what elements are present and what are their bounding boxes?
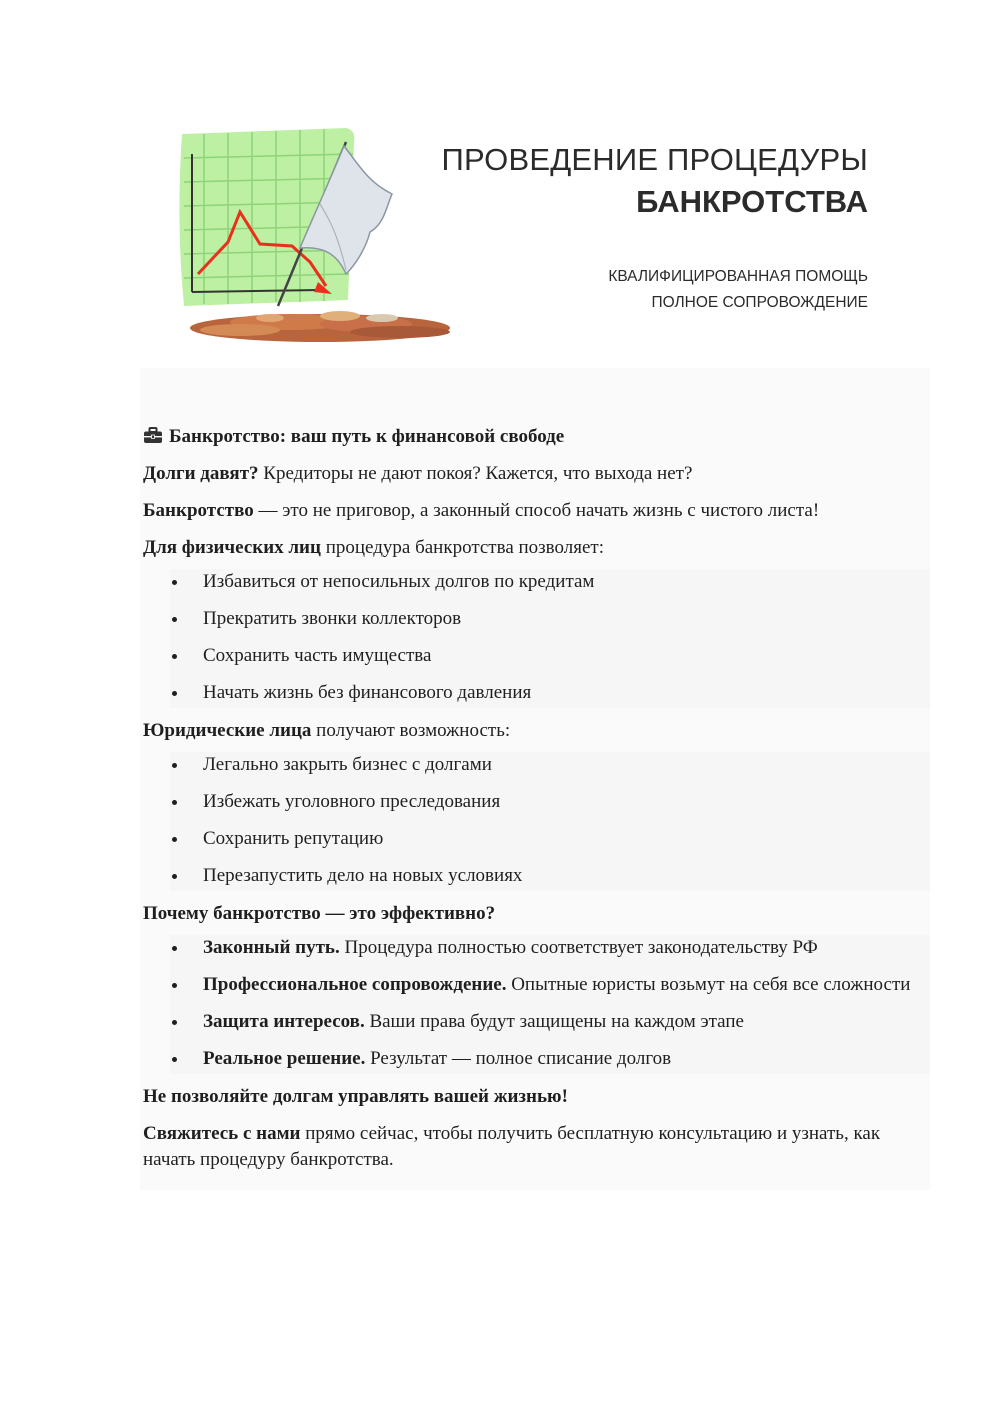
list-item-text: Прекратить звонки коллекторов	[203, 608, 462, 629]
list-item-bold: Профессиональное сопровождение.	[203, 974, 507, 995]
bullet-icon	[172, 946, 177, 951]
contact-text: прямо сейчас, чтобы получить бесплатную консультацию и узнать, как начать процедуру банкротства.	[143, 1123, 881, 1170]
bullet-icon	[172, 837, 177, 842]
banner-title-line2: БАНКРОТСТВА	[636, 184, 868, 219]
bullet-icon	[172, 874, 177, 879]
why-heading: Почему банкротство — это эффективно?	[143, 903, 496, 924]
list-item	[170, 752, 930, 778]
list-item	[170, 1009, 930, 1035]
list-item-bold: Законный путь.	[203, 937, 340, 958]
list-item	[170, 569, 930, 595]
bullet-icon	[172, 1020, 177, 1025]
list-item-text: Избавиться от непосильных долгов по кредитам	[203, 571, 595, 592]
list-item-text: Сохранить часть имущества	[203, 645, 432, 666]
article-heading	[140, 424, 930, 450]
banner-subtitle	[608, 264, 868, 316]
intro-text: Кредиторы не дают покоя? Кажется, что выхода нет?	[258, 463, 693, 484]
list-item-text: Результат — полное списание долгов	[365, 1048, 672, 1069]
bullet-icon	[172, 654, 177, 659]
statement-bold: Банкротство	[143, 500, 254, 521]
banner	[140, 102, 930, 368]
list-item	[170, 972, 930, 998]
list-item-text: Сохранить репутацию	[203, 828, 384, 849]
banner-subtitle-line2: ПОЛНОЕ СОПРОВОЖДЕНИЕ	[651, 294, 868, 311]
list-item-text: Ваши права будут защищены на каждом этапе	[364, 1011, 744, 1032]
bullet-icon	[172, 617, 177, 622]
article	[140, 368, 930, 1190]
coin-pile	[190, 311, 450, 342]
why-list	[170, 935, 930, 1074]
banner-subtitle-line1: КВАЛИФИЦИРОВАННАЯ ПОМОЩЬ	[608, 268, 868, 285]
banner-title	[441, 140, 868, 224]
companies-lead-bold: Юридические лица	[143, 720, 312, 741]
list-item	[170, 826, 930, 852]
list-item-text: Легально закрыть бизнес с долгами	[203, 754, 492, 775]
bullet-icon	[172, 763, 177, 768]
list-item-bold: Защита интересов.	[203, 1011, 365, 1032]
intro-paragraph	[140, 461, 930, 487]
bullet-icon	[172, 800, 177, 805]
bullet-icon	[172, 983, 177, 988]
list-item	[170, 1046, 930, 1074]
banner-title-line1: ПРОВЕДЕНИЕ ПРОЦЕДУРЫ	[441, 142, 868, 177]
list-item	[170, 863, 930, 891]
list-item-text: Перезапустить дело на новых условиях	[203, 865, 523, 886]
intro-bold: Долги давят?	[143, 463, 259, 484]
call-to-action: Не позволяйте долгам управлять вашей жизнью!	[143, 1086, 568, 1107]
list-item	[170, 606, 930, 632]
article-heading-text: Банкротство: ваш путь к финансовой свободе	[169, 426, 565, 447]
list-item	[170, 789, 930, 815]
list-item	[170, 680, 930, 708]
list-item	[170, 643, 930, 669]
individuals-lead-text: процедура банкротства позволяет:	[320, 537, 604, 558]
contact-paragraph	[140, 1121, 930, 1173]
list-item-text: Начать жизнь без финансового давления	[203, 682, 532, 703]
statement-paragraph	[140, 498, 930, 524]
list-item-text: Процедура полностью соответствует законодательству РФ	[339, 937, 818, 958]
contact-bold: Свяжитесь с нами	[143, 1123, 301, 1144]
bullet-icon	[172, 691, 177, 696]
list-item-text: Избежать уголовного преследования	[203, 791, 501, 812]
individuals-lead-bold: Для физических лиц	[143, 537, 321, 558]
companies-list	[170, 752, 930, 891]
individuals-list	[170, 569, 930, 708]
list-item-text: Опытные юристы возьмут на себя все сложности	[506, 974, 911, 995]
bullet-icon	[172, 580, 177, 585]
briefcase-icon	[143, 427, 163, 444]
companies-lead	[140, 718, 930, 744]
individuals-lead	[140, 535, 930, 561]
list-item	[170, 935, 930, 961]
list-item-bold: Реальное решение.	[203, 1048, 366, 1069]
bullet-icon	[172, 1057, 177, 1062]
companies-lead-text: получают возможность:	[311, 720, 511, 741]
statement-text: — это не приговор, а законный способ начать жизнь с чистого листа!	[253, 500, 820, 521]
